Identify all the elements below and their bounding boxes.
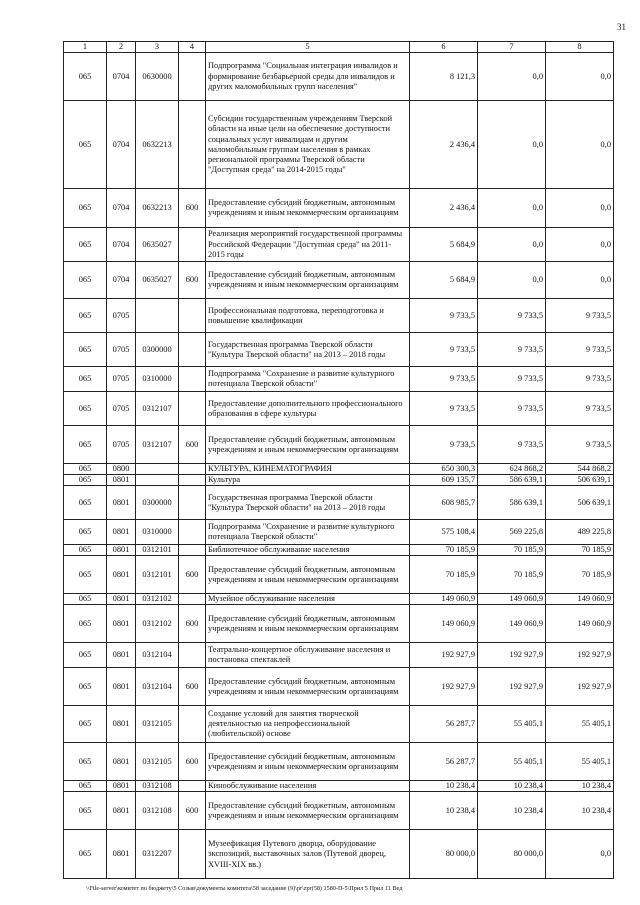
table-row (64, 53, 614, 101)
description-cell: Профессиональная подготовка, переподготовка и повышение квалификации (206, 299, 410, 333)
amount-2015-cell: 586 639,1 (478, 475, 546, 486)
amount-2014-cell: 9 733,5 (410, 426, 478, 464)
grbs-code-cell: 065 (64, 594, 107, 605)
amount-2015-cell: 0,0 (478, 189, 546, 228)
amount-2016-cell: 149 060,9 (546, 594, 614, 605)
grbs-code-cell: 065 (64, 189, 107, 228)
target-article-cell: 0312101 (136, 545, 179, 556)
amount-2015-cell: 0,0 (478, 53, 546, 101)
expense-type-cell (179, 475, 206, 486)
expense-type-cell (179, 781, 206, 792)
grbs-code-cell: 065 (64, 426, 107, 464)
section-code-cell: 0801 (107, 781, 136, 792)
table-row (64, 299, 614, 333)
table-row (64, 668, 614, 706)
table-row (64, 781, 614, 792)
amount-2016-cell: 70 185,9 (546, 545, 614, 556)
table-row (64, 367, 614, 392)
header-cell: 8 (546, 42, 614, 53)
grbs-code-cell: 065 (64, 228, 107, 262)
target-article-cell: 0312105 (136, 706, 179, 743)
table-row (64, 605, 614, 643)
description-cell: Предоставление субсидий бюджетным, автономным учреждениям и иным некоммерческим организациям (206, 668, 410, 706)
header-cell: 7 (478, 42, 546, 53)
grbs-code-cell: 065 (64, 486, 107, 520)
section-code-cell: 0801 (107, 743, 136, 781)
target-article-cell: 0312105 (136, 743, 179, 781)
target-article-cell: 0312102 (136, 594, 179, 605)
description-cell: Музейное обслуживание населения (206, 594, 410, 605)
amount-2016-cell: 0,0 (546, 189, 614, 228)
amount-2015-cell: 586 639,1 (478, 486, 546, 520)
amount-2014-cell: 56 287,7 (410, 706, 478, 743)
target-article-cell (136, 464, 179, 475)
amount-2016-cell: 0,0 (546, 830, 614, 879)
amount-2016-cell: 489 225,8 (546, 520, 614, 545)
amount-2014-cell: 10 238,4 (410, 792, 478, 830)
grbs-code-cell: 065 (64, 668, 107, 706)
section-code-cell: 0801 (107, 605, 136, 643)
description-cell: Предоставление субсидий бюджетным, автономным учреждениям и иным некоммерческим организациям (206, 426, 410, 464)
target-article-cell: 0312104 (136, 643, 179, 668)
description-cell: Библиотечное обслуживание населения (206, 545, 410, 556)
amount-2016-cell: 55 405,1 (546, 706, 614, 743)
amount-2015-cell: 70 185,9 (478, 556, 546, 594)
amount-2015-cell: 149 060,9 (478, 594, 546, 605)
target-article-cell: 0312102 (136, 605, 179, 643)
grbs-code-cell: 065 (64, 367, 107, 392)
expense-type-cell: 600 (179, 743, 206, 781)
table-row (64, 228, 614, 262)
amount-2015-cell: 55 405,1 (478, 743, 546, 781)
amount-2016-cell: 70 185,9 (546, 556, 614, 594)
grbs-code-cell: 065 (64, 605, 107, 643)
amount-2015-cell: 9 733,5 (478, 333, 546, 367)
expense-type-cell (179, 392, 206, 426)
section-code-cell: 0705 (107, 392, 136, 426)
table-row (64, 830, 614, 879)
target-article-cell: 0635027 (136, 228, 179, 262)
expense-type-cell: 600 (179, 189, 206, 228)
target-article-cell: 0312107 (136, 392, 179, 426)
target-article-cell: 0312207 (136, 830, 179, 879)
amount-2014-cell: 5 684,9 (410, 228, 478, 262)
amount-2016-cell: 10 238,4 (546, 781, 614, 792)
amount-2014-cell: 575 108,4 (410, 520, 478, 545)
amount-2014-cell: 609 135,7 (410, 475, 478, 486)
target-article-cell: 0312108 (136, 781, 179, 792)
expense-type-cell (179, 706, 206, 743)
description-cell: Предоставление дополнительного профессионального образования в сфере культуры (206, 392, 410, 426)
table-row (64, 475, 614, 486)
target-article-cell: 0310000 (136, 367, 179, 392)
description-cell: Предоставление субсидий бюджетным, автономным учреждениям и иным некоммерческим организациям (206, 189, 410, 228)
table-row (64, 706, 614, 743)
expense-type-cell: 600 (179, 426, 206, 464)
amount-2015-cell: 192 927,9 (478, 643, 546, 668)
amount-2016-cell: 9 733,5 (546, 367, 614, 392)
table-row (64, 392, 614, 426)
grbs-code-cell: 065 (64, 520, 107, 545)
description-cell: Театрально-концертное обслуживание населения и постановка спектаклей (206, 643, 410, 668)
expense-type-cell (179, 464, 206, 475)
target-article-cell (136, 475, 179, 486)
amount-2015-cell: 0,0 (478, 228, 546, 262)
section-code-cell: 0704 (107, 262, 136, 299)
target-article-cell: 0310000 (136, 520, 179, 545)
section-code-cell: 0801 (107, 486, 136, 520)
header-cell: 1 (64, 42, 107, 53)
table-row (64, 556, 614, 594)
amount-2014-cell: 650 300,3 (410, 464, 478, 475)
description-cell: Предоставление субсидий бюджетным, автономным учреждениям и иным некоммерческим организациям (206, 792, 410, 830)
amount-2014-cell: 2 436,4 (410, 101, 478, 189)
footer-path: \\File-server\комитет по бюджету\5 Созыв\документы комитета\58 заседание (9)\pr\zpr(58) 1580-П-5\Прил 5 Прил 11 Вед (86, 885, 403, 892)
description-cell: Культура (206, 475, 410, 486)
amount-2015-cell: 9 733,5 (478, 299, 546, 333)
description-cell: Реализация мероприятий государственной программы Российской Федерации "Доступная среда" на 2011-2015 годы (206, 228, 410, 262)
table-row (64, 743, 614, 781)
table-row (64, 792, 614, 830)
table-row (64, 545, 614, 556)
section-code-cell: 0705 (107, 299, 136, 333)
description-cell: Государственная программа Тверской области "Культура Тверской области" на 2013 – 2018 годы (206, 333, 410, 367)
amount-2016-cell: 506 639,1 (546, 475, 614, 486)
grbs-code-cell: 065 (64, 392, 107, 426)
description-cell: Предоставление субсидий бюджетным, автономным учреждениям и иным некоммерческим организациям (206, 743, 410, 781)
amount-2014-cell: 608 985,7 (410, 486, 478, 520)
amount-2016-cell: 0,0 (546, 262, 614, 299)
target-article-cell: 0300000 (136, 333, 179, 367)
expense-type-cell: 600 (179, 262, 206, 299)
expense-type-cell (179, 520, 206, 545)
target-article-cell (136, 299, 179, 333)
amount-2015-cell: 569 225,8 (478, 520, 546, 545)
amount-2016-cell: 0,0 (546, 228, 614, 262)
amount-2015-cell: 10 238,4 (478, 781, 546, 792)
grbs-code-cell: 065 (64, 464, 107, 475)
description-cell: КУЛЬТУРА, КИНЕМАТОГРАФИЯ (206, 464, 410, 475)
grbs-code-cell: 065 (64, 643, 107, 668)
section-code-cell: 0801 (107, 545, 136, 556)
grbs-code-cell: 065 (64, 53, 107, 101)
description-cell: Музеефикация Путевого дворца, оборудование экспозиций, выставочных залов (Путевой дворец, XVIII-XIX вв.) (206, 830, 410, 879)
amount-2016-cell: 149 060,9 (546, 605, 614, 643)
section-code-cell: 0801 (107, 643, 136, 668)
section-code-cell: 0801 (107, 475, 136, 486)
target-article-cell: 0312101 (136, 556, 179, 594)
amount-2014-cell: 8 121,3 (410, 53, 478, 101)
target-article-cell: 0312107 (136, 426, 179, 464)
table-row (64, 520, 614, 545)
description-cell: Предоставление субсидий бюджетным, автономным учреждениям и иным некоммерческим организациям (206, 556, 410, 594)
expense-type-cell (179, 299, 206, 333)
description-cell: Создание условий для занятия творческой деятельностью на непрофессиональной (любительской) основе (206, 706, 410, 743)
amount-2015-cell: 149 060,9 (478, 605, 546, 643)
amount-2015-cell: 55 405,1 (478, 706, 546, 743)
description-cell: Кинообслуживание населения (206, 781, 410, 792)
section-code-cell: 0705 (107, 426, 136, 464)
grbs-code-cell: 065 (64, 475, 107, 486)
grbs-code-cell: 065 (64, 101, 107, 189)
grbs-code-cell: 065 (64, 545, 107, 556)
amount-2014-cell: 9 733,5 (410, 392, 478, 426)
grbs-code-cell: 065 (64, 299, 107, 333)
page-number: 31 (617, 22, 626, 32)
amount-2014-cell: 9 733,5 (410, 333, 478, 367)
amount-2014-cell: 80 000,0 (410, 830, 478, 879)
target-article-cell: 0632213 (136, 189, 179, 228)
section-code-cell: 0801 (107, 706, 136, 743)
table-row (64, 594, 614, 605)
target-article-cell: 0630000 (136, 53, 179, 101)
amount-2015-cell: 70 185,9 (478, 545, 546, 556)
table-row (64, 464, 614, 475)
expense-type-cell (179, 643, 206, 668)
amount-2014-cell: 149 060,9 (410, 594, 478, 605)
budget-table (63, 41, 614, 879)
table-row (64, 643, 614, 668)
section-code-cell: 0801 (107, 668, 136, 706)
amount-2016-cell: 9 733,5 (546, 299, 614, 333)
expense-type-cell: 600 (179, 792, 206, 830)
amount-2016-cell: 10 238,4 (546, 792, 614, 830)
amount-2014-cell: 70 185,9 (410, 556, 478, 594)
section-code-cell: 0705 (107, 333, 136, 367)
expense-type-cell (179, 830, 206, 879)
amount-2015-cell: 0,0 (478, 262, 546, 299)
table-row (64, 189, 614, 228)
header-row (64, 42, 614, 53)
section-code-cell: 0705 (107, 367, 136, 392)
expense-type-cell (179, 333, 206, 367)
amount-2016-cell: 192 927,9 (546, 643, 614, 668)
table-row (64, 486, 614, 520)
description-cell: Подпрограмма "Сохранение и развитие культурного потенциала Тверской области" (206, 520, 410, 545)
amount-2014-cell: 149 060,9 (410, 605, 478, 643)
amount-2015-cell: 9 733,5 (478, 367, 546, 392)
target-article-cell: 0635027 (136, 262, 179, 299)
description-cell: Подпрограмма "Социальная интеграция инвалидов и формирование безбарьерной среды для инвалидов и других маломобильных групп населения" (206, 53, 410, 101)
expense-type-cell (179, 486, 206, 520)
grbs-code-cell: 065 (64, 781, 107, 792)
amount-2014-cell: 70 185,9 (410, 545, 478, 556)
amount-2014-cell: 5 684,9 (410, 262, 478, 299)
amount-2015-cell: 80 000,0 (478, 830, 546, 879)
section-code-cell: 0801 (107, 594, 136, 605)
amount-2016-cell: 0,0 (546, 101, 614, 189)
section-code-cell: 0801 (107, 556, 136, 594)
expense-type-cell (179, 594, 206, 605)
target-article-cell: 0312104 (136, 668, 179, 706)
grbs-code-cell: 065 (64, 556, 107, 594)
amount-2015-cell: 192 927,9 (478, 668, 546, 706)
expense-type-cell: 600 (179, 605, 206, 643)
amount-2014-cell: 2 436,4 (410, 189, 478, 228)
amount-2016-cell: 55 405,1 (546, 743, 614, 781)
section-code-cell: 0704 (107, 228, 136, 262)
table-row (64, 426, 614, 464)
header-cell: 6 (410, 42, 478, 53)
target-article-cell: 0312108 (136, 792, 179, 830)
header-cell: 5 (206, 42, 410, 53)
expense-type-cell (179, 53, 206, 101)
section-code-cell: 0801 (107, 830, 136, 879)
amount-2015-cell: 10 238,4 (478, 792, 546, 830)
amount-2015-cell: 9 733,5 (478, 392, 546, 426)
amount-2015-cell: 9 733,5 (478, 426, 546, 464)
grbs-code-cell: 065 (64, 830, 107, 879)
description-cell: Субсидии государственным учреждениям Тверской области на иные цели на обеспечение доступности социальных услуг инвалидам и другим маломобильным группам населения в рамках региональной программы Тверской области "Доступная среда" на 2014-2015 годы" (206, 101, 410, 189)
expense-type-cell (179, 367, 206, 392)
table-row (64, 262, 614, 299)
grbs-code-cell: 065 (64, 333, 107, 367)
amount-2015-cell: 0,0 (478, 101, 546, 189)
section-code-cell: 0800 (107, 464, 136, 475)
table-row (64, 101, 614, 189)
grbs-code-cell: 065 (64, 706, 107, 743)
amount-2014-cell: 10 238,4 (410, 781, 478, 792)
header-cell: 3 (136, 42, 179, 53)
table-body (64, 53, 614, 879)
target-article-cell: 0300000 (136, 486, 179, 520)
amount-2014-cell: 9 733,5 (410, 367, 478, 392)
amount-2016-cell: 9 733,5 (546, 333, 614, 367)
section-code-cell: 0801 (107, 792, 136, 830)
expense-type-cell (179, 545, 206, 556)
grbs-code-cell: 065 (64, 792, 107, 830)
amount-2016-cell: 544 868,2 (546, 464, 614, 475)
description-cell: Государственная программа Тверской области "Культура Тверской области" на 2013 – 2018 годы (206, 486, 410, 520)
amount-2016-cell: 9 733,5 (546, 426, 614, 464)
expense-type-cell (179, 228, 206, 262)
grbs-code-cell: 065 (64, 743, 107, 781)
expense-type-cell: 600 (179, 668, 206, 706)
amount-2014-cell: 56 287,7 (410, 743, 478, 781)
section-code-cell: 0704 (107, 101, 136, 189)
amount-2014-cell: 192 927,9 (410, 643, 478, 668)
header-cell: 4 (179, 42, 206, 53)
amount-2016-cell: 9 733,5 (546, 392, 614, 426)
description-cell: Предоставление субсидий бюджетным, автономным учреждениям и иным некоммерческим организациям (206, 262, 410, 299)
expense-type-cell: 600 (179, 556, 206, 594)
amount-2016-cell: 0,0 (546, 53, 614, 101)
section-code-cell: 0704 (107, 189, 136, 228)
target-article-cell: 0632213 (136, 101, 179, 189)
amount-2016-cell: 192 927,9 (546, 668, 614, 706)
amount-2014-cell: 192 927,9 (410, 668, 478, 706)
section-code-cell: 0704 (107, 53, 136, 101)
amount-2014-cell: 9 733,5 (410, 299, 478, 333)
description-cell: Предоставление субсидий бюджетным, автономным учреждениям и иным некоммерческим организациям (206, 605, 410, 643)
description-cell: Подпрограмма "Сохранение и развитие культурного потенциала Тверской области" (206, 367, 410, 392)
section-code-cell: 0801 (107, 520, 136, 545)
table-row (64, 333, 614, 367)
amount-2016-cell: 506 639,1 (546, 486, 614, 520)
expense-type-cell (179, 101, 206, 189)
grbs-code-cell: 065 (64, 262, 107, 299)
header-cell: 2 (107, 42, 136, 53)
amount-2015-cell: 624 868,2 (478, 464, 546, 475)
